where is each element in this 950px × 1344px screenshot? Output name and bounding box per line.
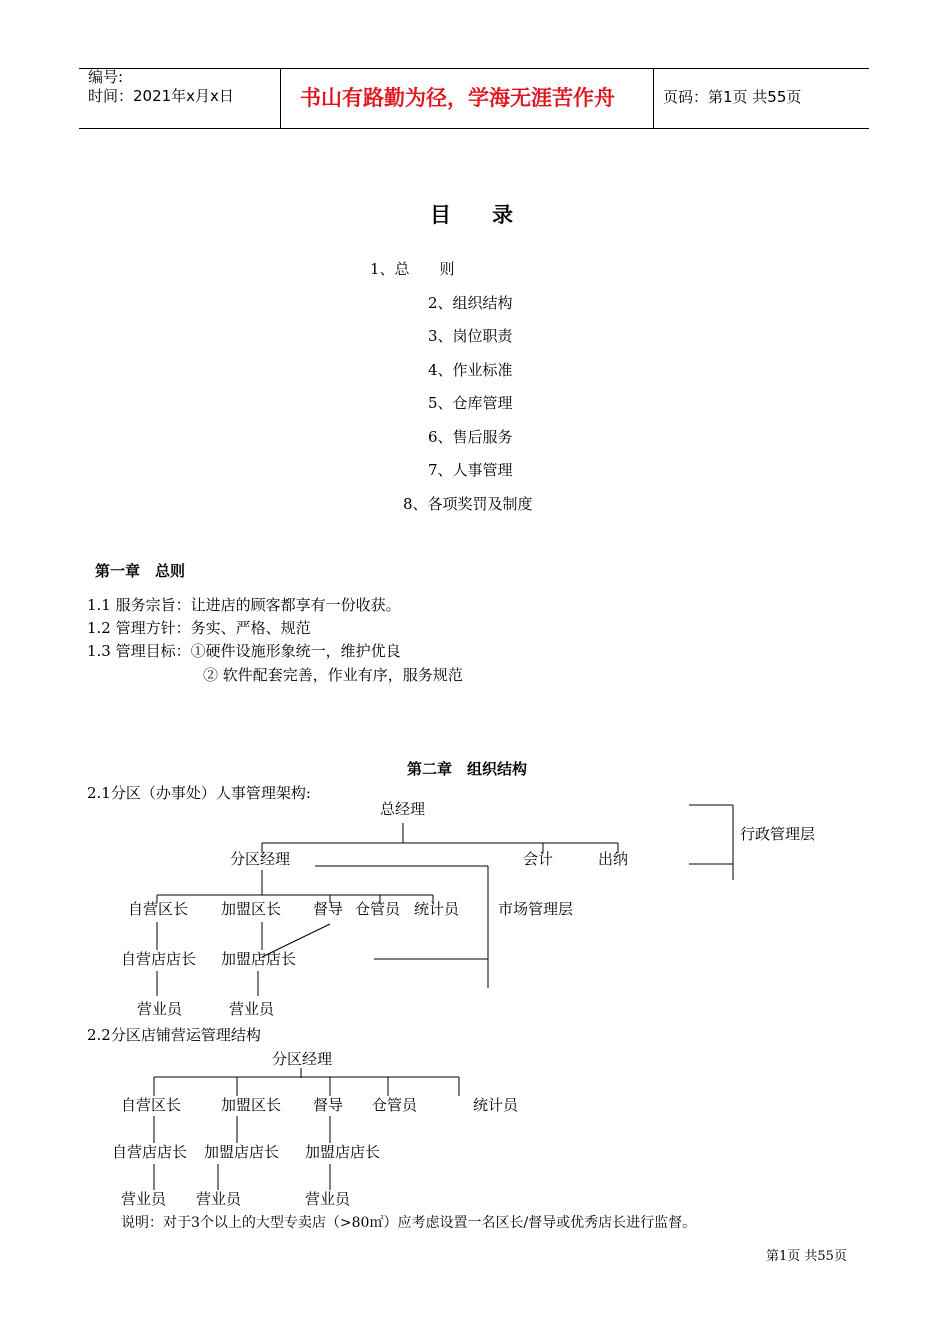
org2-district-manager: 分区经理 bbox=[272, 1050, 333, 1068]
org2-self-store-manager: 自营店店长 bbox=[112, 1143, 188, 1161]
footer-page-info: 第1页 共55页 bbox=[766, 1249, 847, 1264]
org2-franchise-area-head: 加盟区长 bbox=[221, 1096, 282, 1114]
toc-item: 4、作业标准 bbox=[428, 361, 513, 379]
header-page-info: 页码：第1页 共55页 bbox=[663, 88, 802, 106]
org2-clerk: 营业员 bbox=[305, 1190, 351, 1208]
toc-item: 2、组织结构 bbox=[428, 294, 513, 312]
org1-statistician: 统计员 bbox=[414, 900, 460, 918]
chapter1-line: 1.2 管理方针：务实、严格、规范 bbox=[87, 619, 311, 637]
org1-franchise-store-manager: 加盟店店长 bbox=[221, 950, 297, 968]
toc-title-first-char: 目 bbox=[430, 202, 451, 227]
org2-warehouse-keeper: 仓管员 bbox=[372, 1096, 418, 1114]
org1-self-store-manager: 自营店店长 bbox=[121, 950, 197, 968]
toc-item: 3、岗位职责 bbox=[428, 327, 513, 345]
org2-self-area-head: 自营区长 bbox=[121, 1096, 182, 1114]
chapter2-note: 说明：对于3个以上的大型专卖店（>80㎡）应考虑设置一名区长/督导或优秀店长进行监督。 bbox=[121, 1215, 697, 1231]
org2-clerk: 营业员 bbox=[196, 1190, 242, 1208]
org1-market-layer: 市场管理层 bbox=[498, 900, 574, 918]
org1-district-manager: 分区经理 bbox=[230, 850, 291, 868]
org1-supervisor: 督导 bbox=[313, 900, 344, 918]
org1-admin-layer: 行政管理层 bbox=[740, 825, 816, 843]
org1-warehouse-keeper: 仓管员 bbox=[355, 900, 401, 918]
org2-franchise-store-manager: 加盟店店长 bbox=[305, 1143, 381, 1161]
org1-clerk: 营业员 bbox=[229, 1000, 275, 1018]
org2-statistician: 统计员 bbox=[473, 1096, 519, 1114]
chapter1-line: 1.1 服务宗旨：让进店的顾客都享有一份收获。 bbox=[87, 596, 401, 614]
org1-accountant: 会计 bbox=[523, 850, 554, 868]
header-code-label: 编号: bbox=[88, 68, 124, 86]
org2-supervisor: 督导 bbox=[313, 1096, 344, 1114]
org1-self-area-head: 自营区长 bbox=[128, 900, 189, 918]
header-motto: 书山有路勤为径，学海无涯苦作舟 bbox=[300, 86, 615, 110]
toc-title-second-char: 录 bbox=[492, 202, 513, 227]
toc-item: 8、各项奖罚及制度 bbox=[403, 495, 533, 513]
chapter1-line: ② 软件配套完善，作业有序，服务规范 bbox=[203, 666, 463, 684]
org1-franchise-area-head: 加盟区长 bbox=[221, 900, 282, 918]
chapter1-title: 第一章 总则 bbox=[95, 562, 186, 580]
chapter1-line: 1.3 管理目标：①硬件设施形象统一，维护优良 bbox=[87, 642, 401, 660]
org1-cashier: 出纳 bbox=[598, 850, 629, 868]
org2-franchise-store-manager: 加盟店店长 bbox=[204, 1143, 280, 1161]
toc-item: 5、仓库管理 bbox=[428, 394, 513, 412]
org2-clerk: 营业员 bbox=[121, 1190, 167, 1208]
toc-item: 1、总 则 bbox=[370, 260, 455, 278]
section-2-1-title: 2.1分区（办事处）人事管理架构: bbox=[87, 784, 311, 802]
toc-item: 7、人事管理 bbox=[428, 461, 513, 479]
toc-item: 6、售后服务 bbox=[428, 428, 513, 446]
section-2-2-title: 2.2分区店铺营运管理结构 bbox=[87, 1026, 261, 1044]
chapter2-title: 第二章 组织结构 bbox=[407, 760, 528, 778]
org1-general-manager: 总经理 bbox=[380, 800, 426, 818]
org1-clerk: 营业员 bbox=[137, 1000, 183, 1018]
header-date: 时间：2021年x月x日 bbox=[88, 87, 234, 105]
